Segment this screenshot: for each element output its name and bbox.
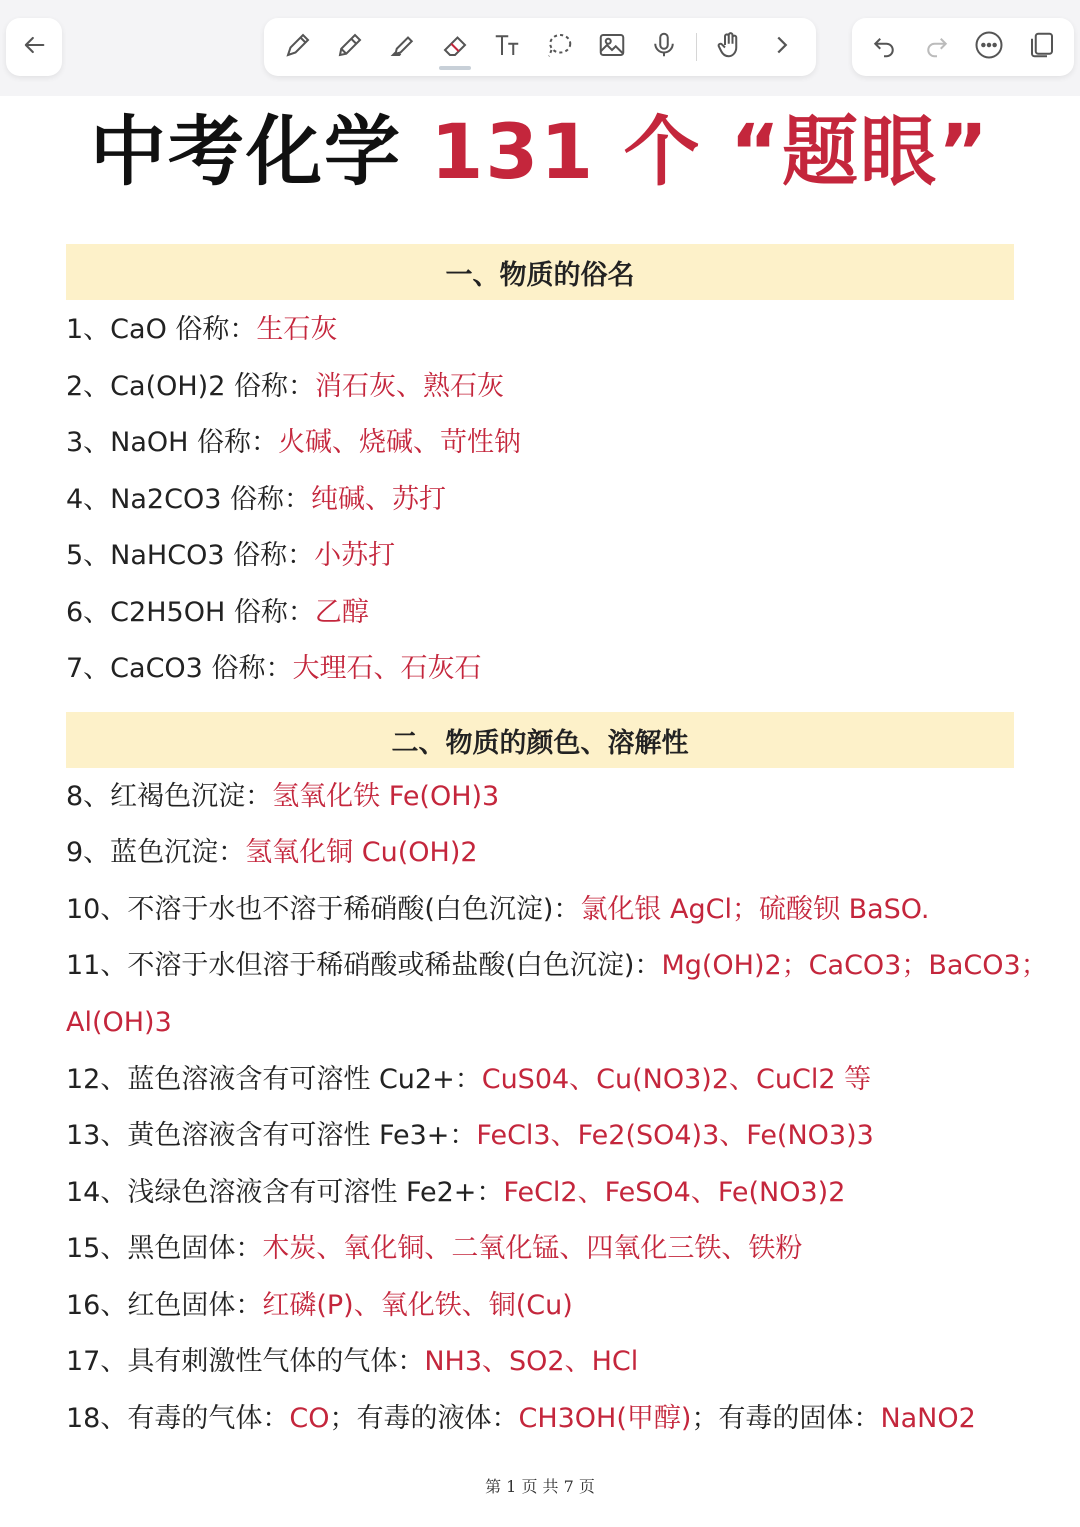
more-tools-button[interactable] — [762, 27, 802, 67]
redo-button[interactable] — [917, 27, 957, 67]
back-button[interactable] — [6, 18, 62, 76]
lasso-tool[interactable] — [539, 27, 579, 67]
more-button[interactable] — [969, 27, 1009, 67]
image-icon — [597, 30, 627, 64]
more-icon — [974, 30, 1004, 64]
microphone-tool[interactable] — [644, 27, 684, 67]
list-item: 7、CaCO3 俗称：大理石、石灰石 — [66, 653, 482, 684]
list-item-continuation: Al(OH)3 — [66, 1007, 172, 1038]
microphone-icon — [649, 30, 679, 64]
drawing-tools — [264, 18, 816, 76]
hand-tool[interactable] — [710, 27, 750, 67]
highlighter-icon — [388, 30, 418, 64]
lasso-icon — [544, 30, 574, 64]
pages-button[interactable] — [1022, 27, 1062, 67]
pen-icon — [283, 30, 313, 64]
title-main: 中考化学 — [90, 107, 431, 196]
eraser-tool[interactable] — [435, 27, 475, 67]
list-item: 18、有毒的气体：CO；有毒的液体：CH3OH(甲醇)；有毒的固体：NaNO2 — [66, 1403, 976, 1434]
page-indicator: 第 1 页 共 7 页 — [485, 1477, 595, 1496]
text-icon — [492, 30, 522, 64]
text-tool[interactable] — [487, 27, 527, 67]
pages-icon — [1027, 30, 1057, 64]
chevron-right-icon — [767, 30, 797, 64]
list-item: 3、NaOH 俗称：火碱、烧碱、苛性钠 — [66, 427, 522, 458]
pencil-icon — [335, 30, 365, 64]
list-item: 6、C2H5OH 俗称：乙醇 — [66, 597, 369, 628]
list-item: 8、红褐色沉淀：氢氧化铁 Fe(OH)3 — [66, 781, 500, 812]
redo-icon — [922, 30, 952, 64]
toolbar-divider — [696, 33, 697, 61]
undo-icon — [869, 30, 899, 64]
list-item: 2、Ca(OH)2 俗称：消石灰、熟石灰 — [66, 371, 504, 402]
list-item: 16、红色固体：红磷(P)、氧化铁、铜(Cu) — [66, 1290, 573, 1321]
list-item: 14、浅绿色溶液含有可溶性 Fe2+：FeCl2、FeSO4、Fe(NO3)2 — [66, 1177, 846, 1208]
eraser-icon — [440, 30, 470, 64]
section-heading: 一、物质的俗名 — [66, 244, 1014, 300]
list-item: 13、黄色溶液含有可溶性 Fe3+：FeCl3、Fe2(SO4)3、Fe(NO3)3 — [66, 1120, 874, 1151]
list-item: 15、黑色固体：木炭、氧化铜、二氧化锰、四氧化三铁、铁粉 — [66, 1233, 803, 1264]
document-actions — [852, 18, 1074, 76]
app-toolbar — [0, 0, 1080, 96]
section-heading: 二、物质的颜色、溶解性 — [66, 712, 1014, 768]
highlighter-tool[interactable] — [383, 27, 423, 67]
hand-icon — [715, 30, 745, 64]
list-item: 11、不溶于水但溶于稀硝酸或稀盐酸(白色沉淀)：Mg(OH)2；CaCO3；BaCO3； — [66, 950, 1048, 981]
pencil-tool[interactable] — [330, 27, 370, 67]
title-accent: 131 个 “题眼” — [430, 107, 990, 196]
list-item: 9、蓝色沉淀：氢氧化铜 Cu(OH)2 — [66, 837, 478, 868]
undo-button[interactable] — [864, 27, 904, 67]
page-title — [0, 104, 1080, 200]
list-item: 1、CaO 俗称：生石灰 — [66, 314, 338, 345]
list-item: 12、蓝色溶液含有可溶性 Cu2+：CuS04、Cu(NO3)2、CuCl2 等 — [66, 1064, 872, 1095]
image-tool[interactable] — [592, 27, 632, 67]
arrow-left-icon — [20, 31, 48, 63]
list-item: 5、NaHCO3 俗称：小苏打 — [66, 540, 396, 571]
list-item: 4、Na2CO3 俗称：纯碱、苏打 — [66, 484, 446, 515]
list-item: 10、不溶于水也不溶于稀硝酸(白色沉淀)：氯化银 AgCl；硫酸钡 BaSO. — [66, 894, 930, 925]
list-item: 17、具有刺激性气体的气体：NH3、SO2、HCl — [66, 1346, 639, 1377]
pen-tool[interactable] — [278, 27, 318, 67]
